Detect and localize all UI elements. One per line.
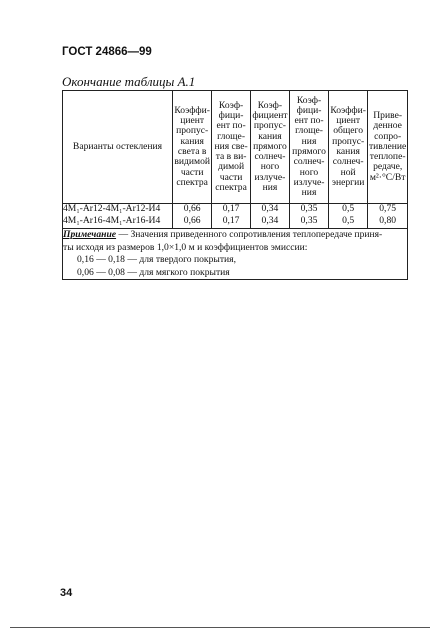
note-item-hard-coating: 0,16 — 0,18 — для твердого покрытия, <box>77 254 236 265</box>
table-note <box>63 229 408 280</box>
header-line: солнеч- <box>332 156 364 168</box>
header-line: глоще- <box>295 125 323 137</box>
header-line: редаче, <box>373 161 403 173</box>
value-cell: 0,5 <box>328 216 367 229</box>
col-header-direct-solar-absorption <box>290 91 329 204</box>
header-line: пропус- <box>332 135 365 147</box>
document-header: ГОСТ 24866—99 <box>62 46 152 58</box>
header-line: циент <box>336 115 361 127</box>
value-cell: 0,34 <box>250 216 289 229</box>
value-cell: 0,66 <box>173 216 212 229</box>
col-header-thermal-resistance <box>368 91 408 204</box>
col-header-total-solar-energy-transmittance <box>328 91 367 204</box>
header-line: циент <box>180 115 205 127</box>
header-line: фици- <box>296 104 322 116</box>
col-header-light-transmittance <box>173 91 212 204</box>
header-line: кания <box>258 130 282 142</box>
header-line: прямого <box>292 146 326 157</box>
note-item-soft-coating: 0,06 — 0,08 — для мягкого покрытия <box>77 266 230 278</box>
header-line: солнеч- <box>293 156 325 168</box>
note-line: ты исходя из размеров 1,0×1,0 м и коэффициентов эмиссии: <box>63 241 308 253</box>
header-line: ного <box>260 161 280 173</box>
header-line: спектра <box>176 176 208 188</box>
header-line: Коэффи- <box>330 104 366 116</box>
header-line: части <box>219 171 243 183</box>
header-line: ния <box>301 187 317 199</box>
note-label: Примечание <box>63 229 117 240</box>
col-header-light-absorption <box>212 91 250 204</box>
page-number: 34 <box>60 587 73 599</box>
bottom-rule <box>10 627 430 628</box>
value-cell: 0,34 <box>250 204 289 217</box>
col-header-direct-solar-transmittance <box>250 91 289 204</box>
note-row <box>63 229 408 280</box>
header-line: м²·°С/Вт <box>369 171 406 183</box>
header-line: видимой <box>174 156 211 168</box>
header-line: прямого <box>253 140 287 152</box>
header-line: кания <box>336 146 360 157</box>
glazing-table <box>62 90 408 280</box>
header-line: света в <box>177 146 207 157</box>
header-line: Коэф- <box>296 94 322 106</box>
header-line: теплопе- <box>369 151 406 163</box>
header-line: тивление <box>368 140 407 152</box>
value-cell: 0,80 <box>368 216 408 229</box>
header-line: спектра <box>215 182 247 194</box>
header-line: ент по- <box>216 120 246 132</box>
glazing-variant-cell: 4M₁-Ar16-4M₁-Ar16-И4 <box>63 216 173 229</box>
value-cell: 0,17 <box>212 204 250 217</box>
header-line: ной <box>340 166 356 178</box>
header-line: солнеч- <box>254 151 286 163</box>
header-line: ния <box>262 182 278 194</box>
header-line: Коэффи- <box>174 104 210 116</box>
header-line: фициент <box>252 109 288 121</box>
glazing-variant-header: Варианты остекления <box>63 91 173 204</box>
header-line: кания <box>180 135 204 147</box>
header-line: излуче- <box>254 171 286 183</box>
header-line: общего <box>333 125 364 137</box>
table-caption: Окончание таблицы А.1 <box>62 74 196 89</box>
header-line: излуче- <box>293 176 325 188</box>
header-line: пропус- <box>176 125 209 137</box>
value-cell: 0,5 <box>328 204 367 217</box>
header-line: Приве- <box>373 109 403 121</box>
header-line: сопро- <box>374 130 402 142</box>
header-line: энергии <box>331 176 365 188</box>
value-cell: 0,66 <box>173 204 212 217</box>
table-row <box>63 216 408 229</box>
value-cell: 0,35 <box>290 204 329 217</box>
note-line <box>63 229 407 242</box>
header-line: фици- <box>218 109 244 121</box>
value-cell: 0,17 <box>212 216 250 229</box>
header-line: денное <box>373 120 402 132</box>
header-line: Коэф- <box>218 99 244 111</box>
header-line: глоще- <box>217 130 246 142</box>
header-line: ного <box>299 166 319 178</box>
table-header-row <box>63 91 408 204</box>
header-line: ент по- <box>294 115 324 127</box>
value-cell: 0,75 <box>368 204 408 217</box>
header-line: димой <box>218 161 245 173</box>
header-line: та в ви- <box>215 151 247 163</box>
header-line: ния <box>301 135 317 147</box>
glazing-variant-cell: 4M₁-Ar12-4M₁-Ar12-И4 <box>63 204 173 217</box>
header-line: Коэф- <box>257 99 283 111</box>
header-line: ния све- <box>214 140 248 152</box>
note-text: — Значения приведенного сопротивления теплопередаче приня- <box>116 229 383 240</box>
header-line: части <box>180 166 204 178</box>
value-cell: 0,35 <box>290 216 329 229</box>
header-line: пропус- <box>253 120 286 132</box>
